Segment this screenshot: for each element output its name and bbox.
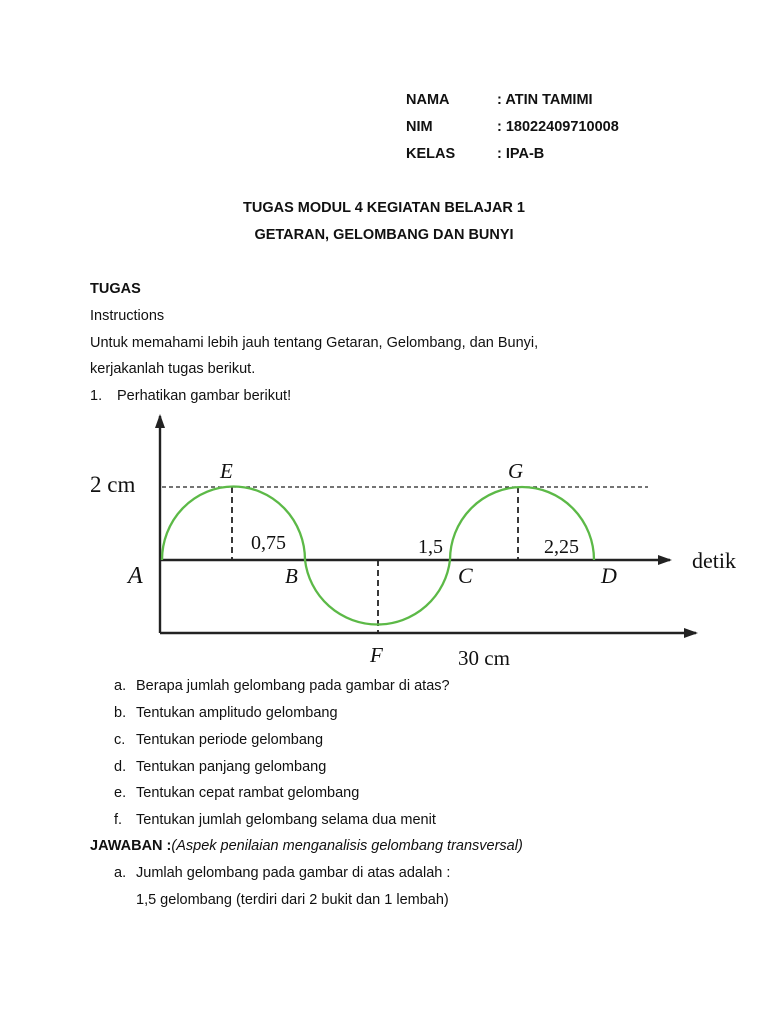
wave-diagram xyxy=(80,408,760,676)
name-value: : ATIN TAMIMI xyxy=(497,92,593,108)
question-text: Berapa jumlah gelombang pada gambar di atas? xyxy=(136,678,450,694)
answer-heading xyxy=(90,838,523,854)
doc-title-line2: GETARAN, GELOMBANG DAN BUNYI xyxy=(254,227,514,243)
doc-title-line1: TUGAS MODUL 4 KEGIATAN BELAJAR 1 xyxy=(243,200,525,216)
answer-a-result: 1,5 gelombang (terdiri dari 2 bukit dan 1 lembah) xyxy=(136,892,449,908)
section-heading: TUGAS xyxy=(90,281,141,297)
question-letter: e. xyxy=(114,785,127,801)
nim-label: NIM xyxy=(406,119,433,135)
question-text: Tentukan panjang gelombang xyxy=(136,759,327,775)
class-label: KELAS xyxy=(406,146,456,162)
question-text: Tentukan amplitudo gelombang xyxy=(136,705,338,721)
length-label: 30 cm xyxy=(458,646,510,670)
question-1-text: Perhatikan gambar berikut! xyxy=(117,388,292,404)
question-letter: b. xyxy=(114,705,127,721)
point-a-label: A xyxy=(128,563,143,589)
intro-line-2: kerjakanlah tugas berikut. xyxy=(90,361,256,377)
question-letter: d. xyxy=(114,759,127,775)
point-c-label: C xyxy=(458,563,473,588)
point-f-label: F xyxy=(370,643,383,667)
question-letter: f. xyxy=(114,812,123,828)
question-letter: a. xyxy=(114,678,127,694)
question-letter: c. xyxy=(114,732,126,748)
name-label: NAMA xyxy=(406,92,450,108)
amplitude-label: 2 cm xyxy=(90,472,136,497)
question-1-number: 1. xyxy=(90,388,103,404)
time-label-225: 2,25 xyxy=(544,536,579,558)
point-g-label: G xyxy=(508,459,524,483)
answer-note: (Aspek penilaian menganalisis gelombang transversal) xyxy=(171,838,523,854)
intro-line-1: Untuk memahami lebih jauh tentang Getaran, Gelombang, dan Bunyi, xyxy=(90,335,539,351)
unit-label: detik xyxy=(692,548,736,573)
instructions-label: Instructions xyxy=(90,308,165,324)
point-e-label: E xyxy=(220,459,233,483)
answer-a-letter: a. xyxy=(114,865,127,881)
question-text: Tentukan jumlah gelombang selama dua menit xyxy=(136,812,436,828)
point-b-label: B xyxy=(285,564,298,588)
point-d-label: D xyxy=(601,563,617,588)
nim-value: : 18022409710008 xyxy=(497,119,619,135)
answer-label: JAWABAN : xyxy=(90,838,172,854)
class-value: : IPA-B xyxy=(497,146,545,162)
question-text: Tentukan periode gelombang xyxy=(136,732,324,748)
answer-a-text: Jumlah gelombang pada gambar di atas adalah : xyxy=(136,865,451,881)
time-label-15: 1,5 xyxy=(418,536,443,558)
question-text: Tentukan cepat rambat gelombang xyxy=(136,785,360,801)
time-label-075: 0,75 xyxy=(251,532,286,554)
